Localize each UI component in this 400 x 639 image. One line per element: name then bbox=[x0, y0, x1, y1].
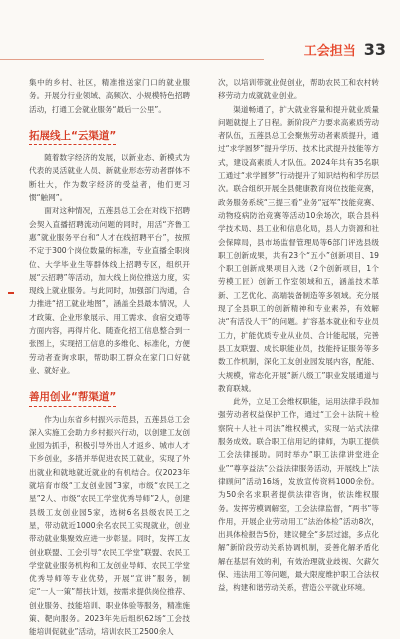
paragraph: 此外，立足工会维权职能，运用法律手段加强劳动者权益保护工作，通过“工会＋法院＋检察院＋人社＋司法”维权模式，实现一站式法律服务成效。联合职工信用记的律师，为职工提供工会法律援助。同时举办“职工法律讲堂进企业”“尊享益法”公益法律服务活动，开展线上“法律顾问”活动16场，发放宣传资料1000余份。为50余名求职者提供法律咨询，依法维权服务。发挥劳模调解室，工会法律监督，“两书”等作用，开展企业劳动用工“法治体检”活动8次，出具体检报告5份，建议健全“多层过滤，多点化解”新阶段劳动关系协调机制，妥善化解矛盾化解在基层有效的利，有效治理就业歧视、欠薪欠保、违法用工等问题，最大限度维护职工合法权益，构建和谐劳动关系，营造公平就业环境。 bbox=[218, 397, 379, 593]
left-column bbox=[29, 76, 190, 639]
subheading: 拓展线上“云渠道” bbox=[29, 130, 116, 145]
page-header bbox=[304, 40, 386, 59]
margin-marker bbox=[8, 292, 14, 294]
section-title: 工会担当 bbox=[303, 44, 356, 59]
paragraph: 随着数字经济的发展，以新业态、新模式为代表的灵活就业人员、新就业形态劳动者群体不断壮大，作为数字经济的受益者，他们更习惯“触网”。 bbox=[29, 153, 190, 203]
paragraph: 集中的乡村、社区，精准推送家门口的就业服务。开展分行业领域、高频次、小规模特色招聘活动，打通工会就业服务“最后一公里”。 bbox=[29, 78, 190, 114]
paragraph: 次，以培训带就业促创业，帮助农民工和农村转移劳动力成就就业创业。 bbox=[218, 78, 379, 101]
page-number: 33 bbox=[363, 40, 386, 59]
subheading: 善用创业“帮渠道” bbox=[29, 391, 116, 406]
paragraph: 作为山东省乡村振兴示范县，五莲县总工会深入实施工会助力乡村振兴行动，以创建工友创业园为抓手，积极引导外出人才返乡、城市人才下乡创业，多措并举促进农民工就业，实现了外出就业和就地就近就业的有机结合。仅2023年就培育市级“工友创业园”3家，市级“农民工之星”2人、市级“农民工学堂优秀导师”2人，创建县级工友创业园5家，选树6名县级农民工之星，带动就近1000余名农民工实现就业，创业带动就业集聚效应进一步彰显。同时，发挥工友创业联盟、工会引导“农民工学堂”联盟、农民工学堂就业服务机构和工友创业导师、农民工学堂优秀导师等专业优势，开展“宣讲”服务，制定“一人一策”帮扶计划，按需求提供岗位推荐、创业服务、技能培训、职业体验等服务，精准施策、靶向服务。2023年先后组织62场“工会技能培训促就业”活动，培训农民工2500余人 bbox=[29, 414, 190, 637]
paragraph: 面对这种情况，五莲县总工会在对线下招聘会契入直播招聘流动问题的同时，用活“齐鲁工惠”就业服务平台和“人才在线招聘平台”，按照不定于300个岗位数量的标准，专业直播全职岗位、大学毕业生等群体线上招聘专区，组织开展“云招聘”等活动，加大线上岗位推送力度，实现线上就业服务。与此同时，加强部门沟通，合力推进“招工就业地图”，涵盖全县最本情况，人才政策、企业形象展示、用工需求、食宿交通等方面内容，再得片化、随查化招工信息整合到一张图上，实现招工信息的多维化、标准化，方便劳动者查询求职，帮助职工群众在家门口好就业、就好业。 bbox=[29, 206, 190, 375]
paragraph: 渠道畅通了，扩大就业容量和提升就业质量问题就提上了日程。新阶段产力要求高素质劳动者队伍，五莲县总工会聚焦劳动者素质提升，通过“求学圆梦”提升学历、技术比武提升技能等方式，建设高素质人才队伍。2024年共有35名职工通过“求学圆梦”行动提升了知识结构和学历层次。联合组织开展全县健康教育岗位技能竞赛，政务服务系统“三提三看”业务“冠军”技能竞赛、动物疫病防治竞赛等活动10余场次，联合县科学技术局、县工业和信息化局，县人力资源和社会保障局，县市场监督管理局等6部门评选县级职工创新成果，共有23个“五小”创新项目、19个职工创新成果项目入选（2个创新项目，1个劳模工匠）创新工作室领域和五，涵盖技术革新、工艺优化、高端装备制造等多领域。充分展现了全县职工的创新精神和专业素养，有效解决“有活没人干”的问题。扩容基本就业和专业员工力，扩能优质专业从业员、合计能起展，完善县工友联盟、成长职能业员，技能持证服务等多数工作机制，深化工友创业园发展内容，配能、大规模，常态化开展“新八级工”职业发展通道与教育联城。 bbox=[218, 104, 379, 393]
header-rule bbox=[0, 59, 264, 60]
right-column bbox=[218, 76, 379, 595]
